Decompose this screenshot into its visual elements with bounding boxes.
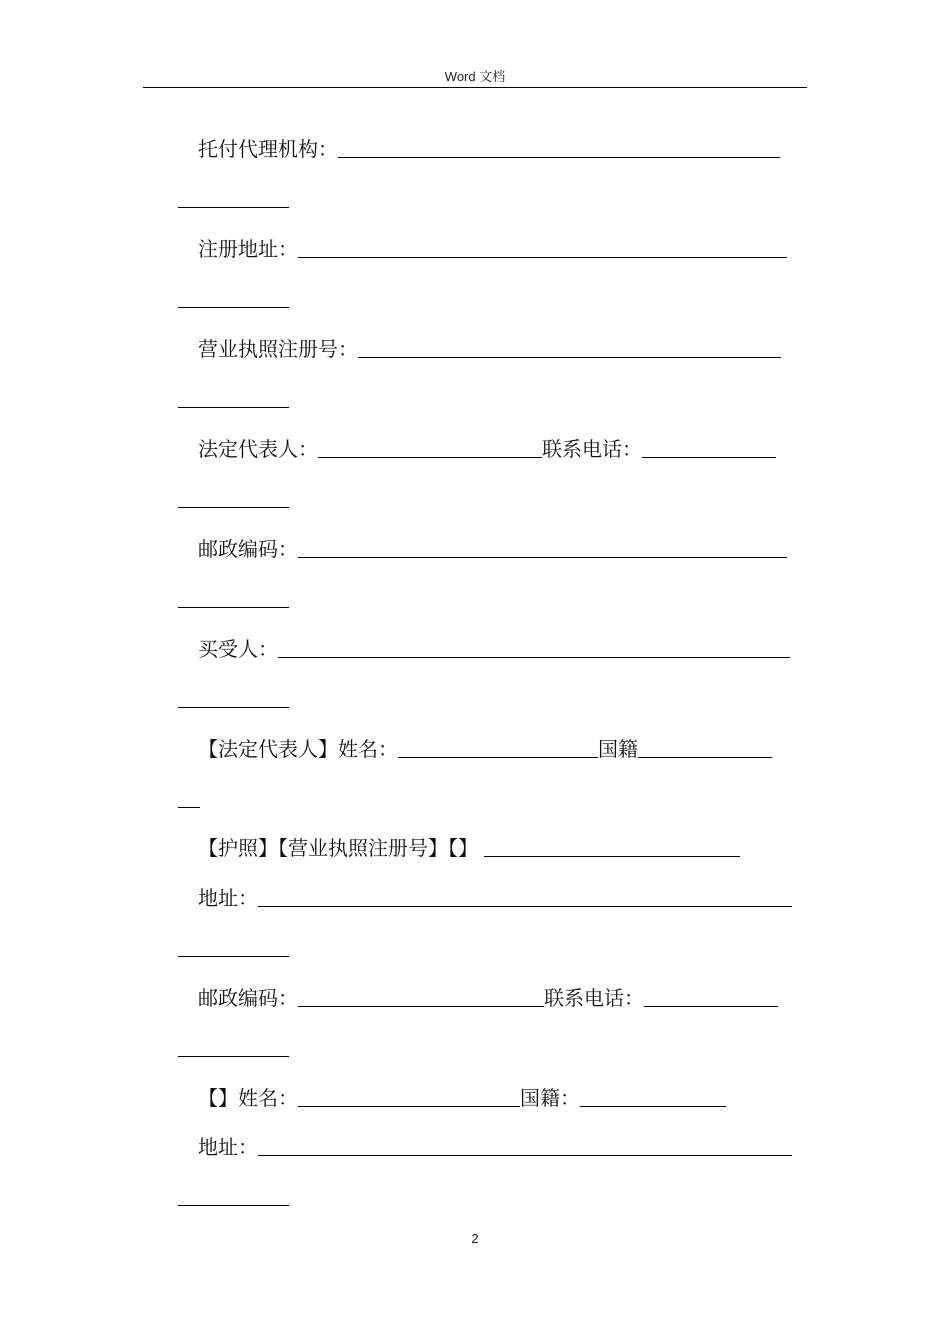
header-rule <box>143 87 807 88</box>
postcode-blank[interactable] <box>298 557 787 558</box>
reg-address-blank[interactable] <box>298 257 787 258</box>
phone-blank-2-cont[interactable] <box>178 1056 289 1057</box>
address-line-2 <box>198 1130 792 1160</box>
legal-rep-name-label: 【法定代表人】姓名： <box>198 737 398 761</box>
passport-license-label: 【护照】【营业执照注册号】【】 <box>198 836 478 860</box>
postcode-phone-line <box>198 981 778 1011</box>
address-label-2: 地址： <box>198 1135 258 1159</box>
nationality-blank-cont[interactable] <box>178 807 200 808</box>
postcode-blank-cont[interactable] <box>178 607 289 608</box>
postcode-blank-2[interactable] <box>298 1006 544 1007</box>
legal-rep-line <box>198 432 776 462</box>
address-blank[interactable] <box>258 906 792 907</box>
bracket-name-blank[interactable] <box>298 1106 520 1107</box>
address-blank-2-cont[interactable] <box>178 1205 289 1206</box>
phone-blank-cont[interactable] <box>178 507 289 508</box>
legal-rep-blank[interactable] <box>318 457 542 458</box>
legal-rep-label: 法定代表人： <box>198 437 318 461</box>
nationality-label-plain: 国籍 <box>598 737 638 761</box>
bracket-name-label: 【】姓名： <box>198 1086 298 1110</box>
agency-blank[interactable] <box>338 157 780 158</box>
buyer-line <box>198 632 790 662</box>
license-no-line <box>198 332 781 362</box>
postcode-label: 邮政编码： <box>198 537 298 561</box>
phone-label: 联系电话： <box>542 437 642 461</box>
reg-address-line <box>198 232 787 262</box>
address-label: 地址： <box>198 886 258 910</box>
address-blank-cont[interactable] <box>178 956 289 957</box>
reg-address-label: 注册地址： <box>198 237 298 261</box>
agency-blank-cont[interactable] <box>178 207 289 208</box>
buyer-blank-cont[interactable] <box>178 707 289 708</box>
address-line <box>198 881 792 911</box>
postcode-label-2: 邮政编码： <box>198 986 298 1010</box>
nationality-label: 国籍： <box>520 1086 580 1110</box>
page-header: Word 文档 <box>444 69 506 84</box>
license-no-blank-cont[interactable] <box>178 407 289 408</box>
license-no-label: 营业执照注册号： <box>198 337 358 361</box>
phone-blank[interactable] <box>642 457 776 458</box>
legal-rep-name-line <box>198 732 772 762</box>
nationality-blank-2[interactable] <box>580 1106 726 1107</box>
agency-line <box>198 132 780 162</box>
passport-license-blank[interactable] <box>484 856 740 857</box>
address-blank-2[interactable] <box>258 1155 792 1156</box>
nationality-blank[interactable] <box>638 757 772 758</box>
buyer-blank[interactable] <box>278 657 790 658</box>
phone-blank-2[interactable] <box>644 1006 778 1007</box>
agency-label: 托付代理机构： <box>198 137 338 161</box>
page-number: 2 <box>471 1231 479 1246</box>
legal-rep-name-blank[interactable] <box>398 757 598 758</box>
license-no-blank[interactable] <box>358 357 781 358</box>
bracket-name-line <box>198 1081 726 1111</box>
passport-license-line <box>198 831 740 861</box>
phone-label-2: 联系电话： <box>544 986 644 1010</box>
postcode-line <box>198 532 787 562</box>
buyer-label: 买受人： <box>198 637 278 661</box>
reg-address-blank-cont[interactable] <box>178 307 289 308</box>
